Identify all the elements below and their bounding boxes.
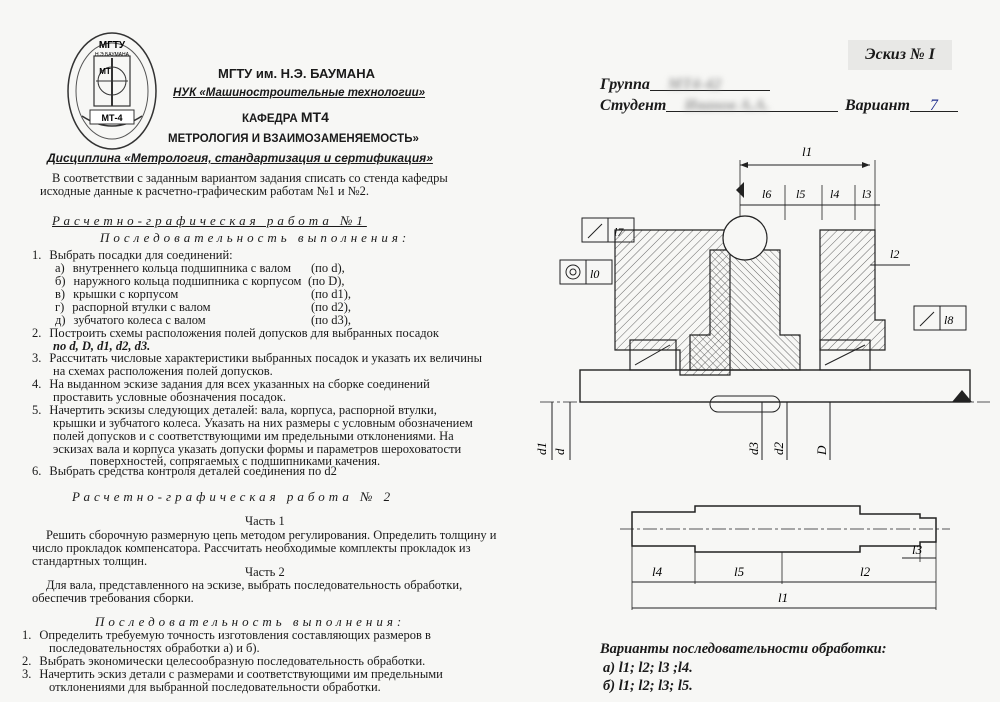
rgr2-item-3: 3. Начертить эскиз детали с размерами и соответствующими им предельными bbox=[22, 667, 443, 681]
rgr1-item-4: 4. На выданном эскизе задания для всех указанных на сборке соединений bbox=[32, 377, 430, 391]
rgr2-title: Расчетно-графическая работа № 2 bbox=[72, 489, 395, 504]
label-l1-top: l1 bbox=[802, 144, 813, 159]
logo-bottom-text: МТ-4 bbox=[101, 113, 123, 123]
label-D: D bbox=[814, 445, 829, 455]
rgr1-item-3: 3. Рассчитать числовые характеристики выбранных посадок и указать их величины bbox=[32, 351, 482, 365]
label-l5: l5 bbox=[796, 187, 806, 201]
variants-title: Варианты последовательности обработки: bbox=[600, 641, 887, 657]
rgr1-title: Расчетно-графическая работа №1 bbox=[52, 213, 367, 228]
variant-a: а) l1; l2; l3 ;l4. bbox=[603, 660, 693, 676]
group-label: Группа bbox=[600, 76, 650, 93]
label-d: d bbox=[552, 448, 567, 455]
rgr1-item-5d: эскизах вала и корпуса указать допуски формы и параметров шероховатости bbox=[53, 442, 462, 456]
sketch-label: Эскиз № I bbox=[848, 40, 952, 70]
rgr1-item-2b: по d, D, d1, d2, d3. bbox=[53, 339, 151, 353]
logo-top-text: МГТУ bbox=[98, 40, 126, 51]
rgr2-part1-line-2: число прокладок компенсатора. Рассчитать необходимые комплекты прокладок из bbox=[32, 541, 471, 555]
label-l6: l6 bbox=[762, 187, 772, 201]
rgr1-item-5b: крышки и зубчатого колеса. Указать на них размеры с условным обозначением bbox=[53, 416, 473, 430]
label-d2: d2 bbox=[771, 442, 786, 455]
subitem-a: а) внутреннего кольца подшипника с валом (по d), bbox=[55, 261, 345, 275]
shaft bbox=[580, 370, 970, 402]
rgr2-part1-line-1: Решить сборочную размерную цепь методом регулирования. Определить толщину и bbox=[46, 528, 497, 542]
kafedra-code: МТ4 bbox=[300, 109, 329, 125]
label-d3: d3 bbox=[746, 442, 761, 455]
housing-right bbox=[820, 230, 885, 350]
rgr2-item-1: 1. Определить требуемую точность изготовления составляющих размеров в bbox=[22, 628, 431, 642]
rgr2-item-3b: отклонениями для выбранной последовательности обработки. bbox=[49, 680, 381, 694]
rgr2-subtitle: Последовательность выполнения: bbox=[95, 614, 406, 629]
intro-line-2: исходные данные к расчетно-графическим работам №1 и №2. bbox=[40, 184, 369, 198]
rgr1-item-4b: проставить условные обозначения посадок. bbox=[53, 390, 286, 404]
group-value: МТ4-42 bbox=[667, 76, 722, 93]
rgr1-item-5: 5. Начертить эскизы следующих деталей: вала, корпуса, распорной втулки, bbox=[32, 403, 437, 417]
nuk-title: НУК «Машиностроительные технологии» bbox=[173, 87, 426, 99]
label-l4: l4 bbox=[830, 187, 840, 201]
rgr1-item-5c: полей допусков и с соответствующими им предельными отклонениями. На bbox=[53, 429, 454, 443]
rgr2-part1: Часть 1 bbox=[245, 514, 285, 528]
kafedra-prefix: КАФЕДРА bbox=[242, 113, 298, 125]
group-row bbox=[600, 76, 770, 94]
rgr2-item-1b: последовательностях обработки а) и б). bbox=[49, 641, 260, 655]
shaft-label-l1: l1 bbox=[778, 590, 789, 605]
variant-label: Вариант bbox=[845, 97, 910, 114]
shaft-label-l2: l2 bbox=[860, 564, 871, 579]
shaft-label-l3: l3 bbox=[912, 542, 923, 557]
assembly-drawing bbox=[534, 120, 995, 480]
shaft-label-l5: l5 bbox=[734, 564, 745, 579]
label-l0: l0 bbox=[590, 267, 600, 281]
variant-value: 7 bbox=[929, 97, 938, 114]
variant-row bbox=[845, 97, 958, 115]
kafedra-title bbox=[242, 109, 329, 125]
kafedra-name: МЕТРОЛОГИЯ И ВЗАИМОЗАМЕНЯЕМОСТЬ» bbox=[168, 133, 419, 145]
label-l3: l3 bbox=[862, 187, 872, 201]
subitem-b: б) наружного кольца подшипника с корпусом (по D), bbox=[55, 274, 345, 288]
rgr2-part1-line-3: стандартных толщин. bbox=[32, 554, 148, 568]
subitem-c: в) крышки с корпусом (по d1), bbox=[55, 287, 352, 301]
student-value: Иванов А.А. bbox=[684, 97, 770, 114]
mgtu-logo bbox=[62, 26, 162, 156]
rgr1-item-1: 1. Выбрать посадки для соединений: bbox=[32, 248, 233, 262]
rgr1-item-3b: на схемах расположения полей допусков. bbox=[53, 364, 273, 378]
logo-mt-text: МТ bbox=[99, 67, 111, 76]
shaft-drawing bbox=[620, 492, 950, 624]
discipline-title: Дисциплина «Метрология, стандартизация и сертификация» bbox=[47, 151, 433, 165]
variant-b: б) l1; l2; l3; l5. bbox=[603, 678, 693, 694]
rgr1-item-5e: поверхностей, сопрягаемых с подшипниками качения. bbox=[90, 454, 381, 468]
rgr2-item-2: 2. Выбрать экономически целесообразную последовательность обработки. bbox=[22, 654, 426, 668]
rgr1-subtitle: Последовательность выполнения: bbox=[100, 230, 411, 245]
subitem-d: г) распорной втулки с валом (по d2), bbox=[55, 300, 352, 314]
subitem-e: д) зубчатого колеса с валом (по d3), bbox=[55, 313, 352, 327]
label-l2-top: l2 bbox=[890, 247, 900, 261]
rgr2-part2-line-1: Для вала, представленного на эскизе, выбрать последовательность обработки, bbox=[46, 578, 463, 592]
label-l8: l8 bbox=[944, 313, 954, 327]
rgr1-item-6: 6. Выбрать средства контроля деталей соединения по d2 bbox=[32, 464, 337, 478]
intro-line-1: В соответствии с заданным вариантом задания списать со стенда кафедры bbox=[52, 171, 448, 185]
rgr2-part2: Часть 2 bbox=[245, 565, 285, 579]
rgr2-part2-line-2: обеспечив требования сборки. bbox=[32, 591, 194, 605]
student-row bbox=[600, 97, 838, 115]
university-name: МГТУ им. Н.Э. БАУМАНА bbox=[218, 66, 375, 81]
logo-sub-text: Н.Э.БАУМАНА bbox=[95, 52, 129, 58]
student-label: Студент bbox=[600, 97, 667, 114]
label-d1: d1 bbox=[534, 442, 549, 455]
shaft-label-l4: l4 bbox=[652, 564, 663, 579]
rgr1-item-2: 2. Построить схемы расположения полей допусков для выбранных посадок bbox=[32, 326, 439, 340]
